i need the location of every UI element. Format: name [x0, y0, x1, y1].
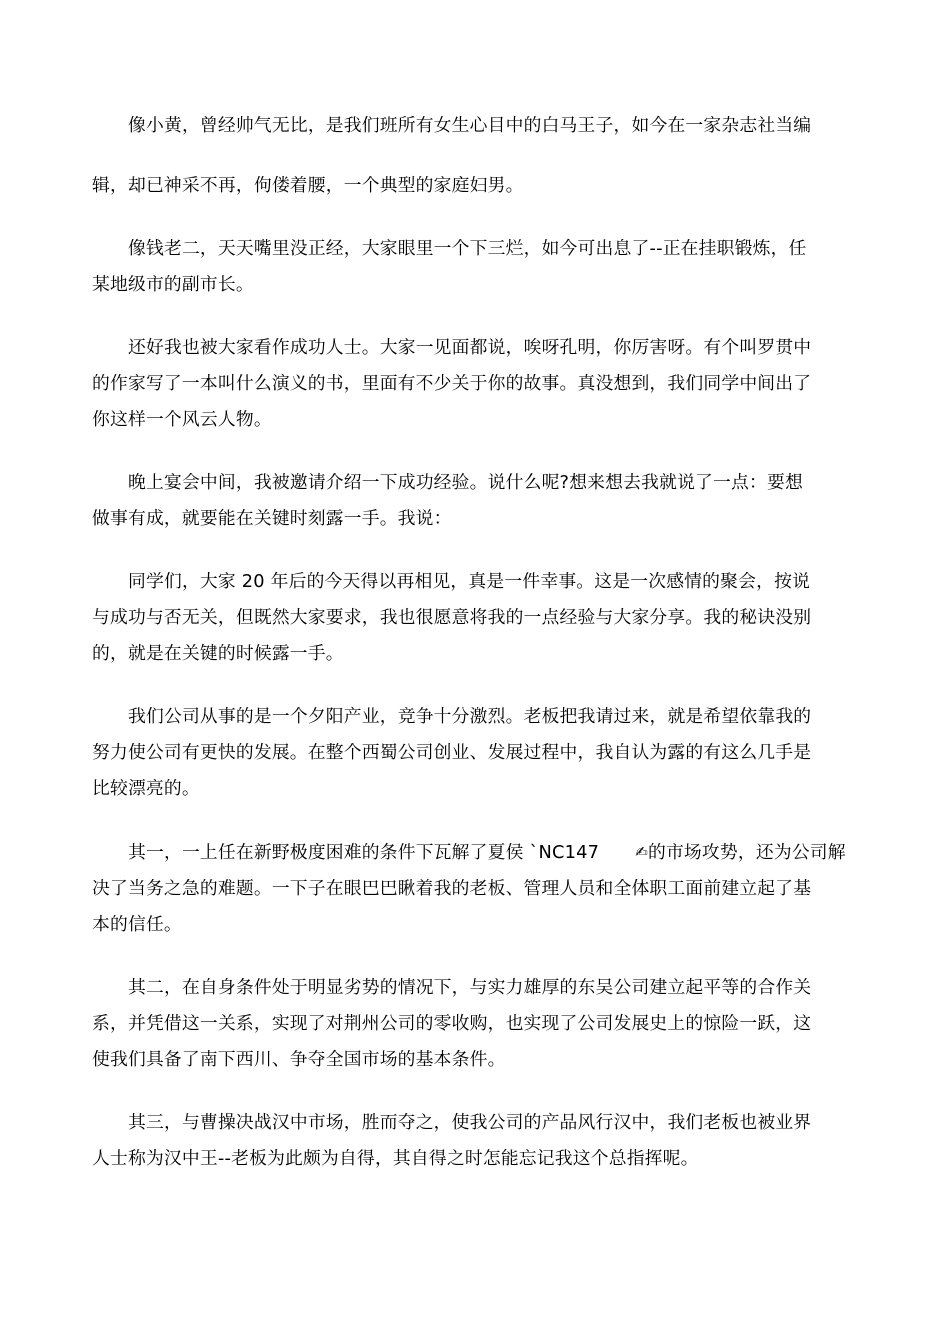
text-line: 辑，却已神采不再，佝偻着腰，一个典型的家庭妇男。: [92, 175, 524, 196]
text-line: 我们公司从事的是一个夕阳产业，竞争十分激烈。老板把我请过来，就是希望依靠我的: [128, 706, 812, 727]
text-line: 晚上宴会中间，我被邀请介绍一下成功经验。说什么呢?想来想去我就说了一点：要想: [128, 472, 803, 493]
text-line: 系，并凭借这一关系，实现了对荆州公司的零收购，也实现了公司发展史上的惊险一跃，这: [92, 1013, 812, 1034]
text-line: 某地级市的副市长。: [92, 274, 254, 295]
scribble-icon: ✍: [635, 843, 648, 861]
paragraph: [92, 564, 858, 672]
text-line: 的，就是在关键的时候露一手。: [92, 643, 344, 664]
text-segment: 的市场攻势，还为公司解: [647, 842, 846, 863]
paragraph: [92, 96, 858, 216]
text-line: 与成功与否无关，但既然大家要求，我也很愿意将我的一点经验与大家分享。我的秘诀没别: [92, 607, 812, 628]
paragraph: [92, 699, 858, 807]
paragraph: [92, 465, 858, 537]
text-line: 其三，与曹操决战汉中市场，胜而夺之，使我公司的产品风行汉中，我们老板也被业界: [128, 1112, 812, 1133]
text-line: 本的信任。: [92, 914, 182, 935]
text-line: 同学们，大家 20 年后的今天得以再相见，真是一件幸事。这是一次感情的聚会，按说: [128, 571, 811, 592]
text-line: 的作家写了一本叫什么演义的书，里面有不少关于你的故事。真没想到，我们同学中间出了: [92, 373, 812, 394]
text-line: [92, 834, 858, 871]
paragraph: [92, 834, 858, 943]
text-line: 还好我也被大家看作成功人士。大家一见面都说，唉呀孔明，你厉害呀。有个叫罗贯中: [128, 337, 812, 358]
text-line: 你这样一个风云人物。: [92, 409, 272, 430]
text-line: 努力使公司有更快的发展。在整个西蜀公司创业、发展过程中，我自认为露的有这么几手是: [92, 742, 812, 763]
paragraph: [92, 970, 858, 1078]
document-page: [92, 96, 858, 1204]
text-line: 做事有成，就要能在关键时刻露一手。我说：: [92, 508, 452, 529]
paragraph: [92, 231, 858, 303]
paragraph: [92, 330, 858, 438]
text-line: 像钱老二，天天嘴里没正经，大家眼里一个下三烂，如今可出息了--正在挂职锻炼，任: [128, 238, 807, 259]
text-line: 决了当务之急的难题。一下子在眼巴巴瞅着我的老板、管理人员和全体职工面前建立起了基: [92, 878, 812, 899]
text-line: 人士称为汉中王--老板为此颇为自得，其自得之时怎能忘记我这个总指挥呢。: [92, 1148, 699, 1169]
paragraph: [92, 1105, 858, 1177]
text-line: 其二，在自身条件处于明显劣势的情况下，与实力雄厚的东吴公司建立起平等的合作关: [128, 977, 812, 998]
text-line: 使我们具备了南下西川、争夺全国市场的基本条件。: [92, 1049, 506, 1070]
text-segment: 其一，一上任在新野极度困难的条件下瓦解了夏侯 `NC147: [128, 842, 600, 863]
text-line: 比较漂亮的。: [92, 778, 200, 799]
text-line: 像小黄，曾经帅气无比，是我们班所有女生心目中的白马王子，如今在一家杂志社当编: [128, 115, 812, 136]
